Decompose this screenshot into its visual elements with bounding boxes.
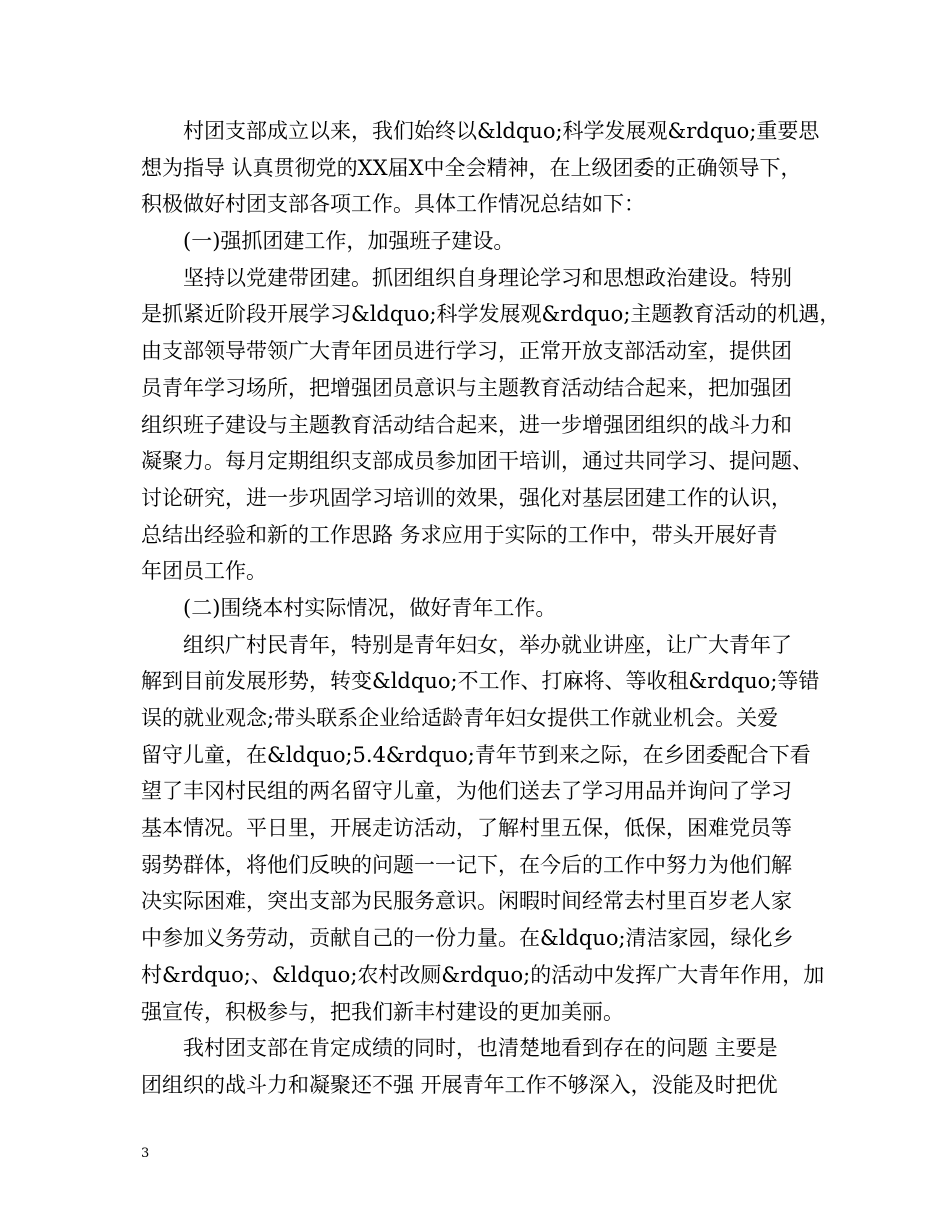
text-line: 望了丰冈村民组的两名留守儿童，为他们送去了学习用品并询问了学习	[141, 779, 792, 804]
text-line: 基本情况。平日里，开展走访活动，了解村里五保，低保，困难党员等	[141, 816, 792, 841]
text-line: 想为指导 认真贯彻党的XX届X中全会精神，在上级团委的正确领导下，	[141, 155, 802, 180]
text-line: 误的就业观念;带头联系企业给适龄青年妇女提供工作就业机会。关爱	[141, 706, 779, 730]
text-line: 积极做好村团支部各项工作。具体工作情况总结如下：	[141, 192, 645, 217]
text-line: 是抓紧近阶段开展学习&ldquo;科学发展观&rdquo;主题教育活动的机遇，	[141, 302, 841, 327]
text-line: 弱势群体，将他们反映的问题一一记下，在今后的工作中努力为他们解	[141, 852, 792, 877]
text-line: 中参加义务劳动，贡献自己的一份力量。在&ldquo;清洁家园，绿化乡	[141, 926, 794, 951]
text-line: 讨论研究，进一步巩固学习培训的效果，强化对基层团建工作的认识，	[141, 485, 792, 510]
text-line: 组织广村民青年，特别是青年妇女，举办就业讲座，让广大青年了	[183, 632, 792, 657]
text-line: 我村团支部在肯定成绩的同时，也清楚地看到存在的问题 主要是	[183, 1036, 778, 1061]
text-line: 由支部领导带领广大青年团员进行学习，正常开放支部活动室，提供团	[141, 339, 792, 364]
text-line: 坚持以党建带团建。抓团组织自身理论学习和思想政治建设。特别	[183, 265, 792, 290]
section-heading: (一)强抓团建工作，加强班子建设。	[183, 229, 515, 254]
text-line: 决实际困难，突出支部为民服务意识。闲暇时间经常去村里百岁老人家	[141, 889, 792, 914]
document-body	[141, 113, 841, 1104]
text-line: 员青年学习场所，把增强团员意识与主题教育活动结合起来，把加强团	[141, 375, 792, 400]
section-heading: (二)围绕本村实际情况，做好青年工作。	[183, 595, 557, 620]
text-line: 解到目前发展形势，转变&ldquo;不工作、打麻将、等收租&rdquo;等错	[141, 669, 820, 694]
text-line: 年团员工作。	[141, 559, 267, 584]
text-line: 留守儿童，在&ldquo;5.4&rdquo;青年节到来之际，在乡团委配合下看	[141, 742, 811, 767]
text-line: 村团支部成立以来，我们始终以&ldquo;科学发展观&rdquo;重要思	[183, 119, 820, 143]
text-line: 村&rdquo;、&ldquo;农村改厕&rdquo;的活动中发挥广大青年作用，加	[141, 962, 825, 987]
text-line: 强宣传，积极参与，把我们新丰村建设的更加美丽。	[141, 999, 624, 1024]
text-line: 凝聚力。每月定期组织支部成员参加团干培训，通过共同学习、提问题、	[141, 449, 813, 474]
text-line: 组织班子建设与主题教育活动结合起来，进一步增强团组织的战斗力和	[141, 412, 792, 437]
page-number: 3	[141, 1146, 150, 1161]
text-line: 总结出经验和新的工作思路 务求应用于实际的工作中，带头开展好青	[141, 522, 778, 547]
text-line: 团组织的战斗力和凝聚还不强 开展青年工作不够深入，没能及时把优	[141, 1072, 778, 1097]
